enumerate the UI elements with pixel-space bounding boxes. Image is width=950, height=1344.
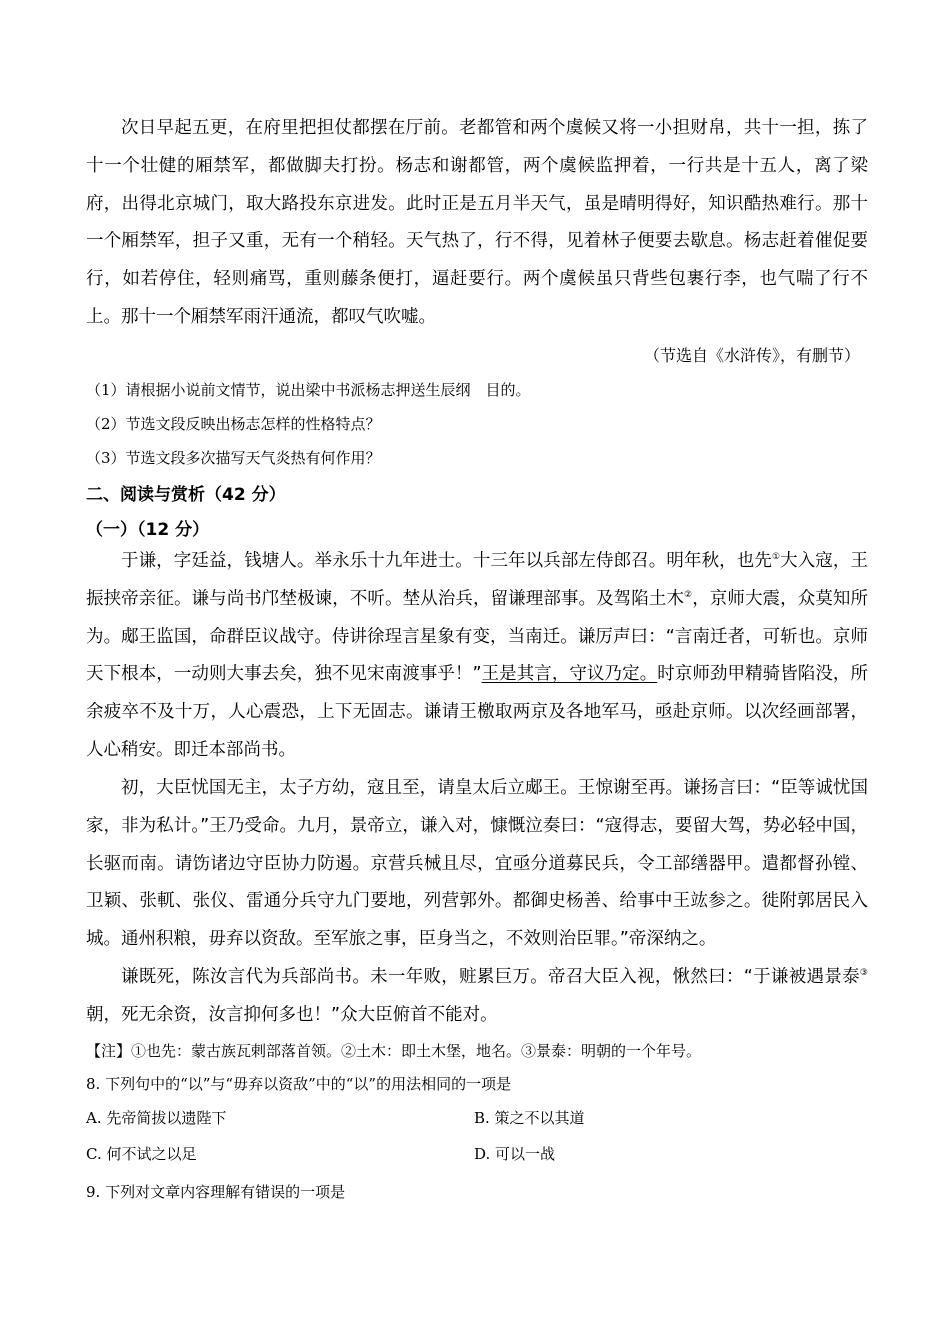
underlined-sentence: 王是其言，守议乃定。	[481, 664, 658, 685]
question-8-option-c: C. 何不试之以足	[86, 1145, 197, 1163]
footnote-marker: ②	[684, 589, 693, 600]
passage-yuqian-p3: 谦既死，陈汝言代为兵部尚书。未一年败，赃累巨万。帝召大臣入视，愀然曰：“于谦被遇景泰③朝，死无余资，汝言抑何多也！”众大臣俯首不能对。	[86, 967, 868, 1025]
footnote-marker: ③	[859, 968, 868, 979]
question-3: （3）节选文段多次描写天气炎热有何作用？	[86, 449, 381, 467]
question-9-stem: 9. 下列对文章内容理解有错误的一项是	[86, 1183, 346, 1201]
footnote-marker: ①	[771, 552, 781, 563]
annotation-notes: 【注】①也先：蒙古族瓦剌部落首领。②土木：即土木堡，地名。③景泰：明朝的一个年号。	[86, 1042, 702, 1060]
question-8-option-b: B. 策之不以其道	[474, 1109, 585, 1127]
question-8-option-d: D. 可以一战	[474, 1145, 556, 1163]
question-2: （2）节选文段反映出杨志怎样的性格特点？	[86, 415, 381, 433]
passage-shuihu: 次日早起五更，在府里把担仗都摆在厅前。老都管和两个虞候又将一小担财帛，共十一担，拣了十一个壮健的厢禁军，都做脚夫打扮。杨志和谢都管，两个虞候监押着，一行共是十五人，离了梁府，出得北京城门，取大路投东京进发。此时正是五月半天气，虽是晴明得好，知识酷热难行。那十一个厢禁军，担子又重，无有一个稍轻。天气热了，行不得，见着林子便要去歇息。杨志赶着催促要行，如若停住，轻则痛骂，重则藤条便打，逼赶要行。两个虞候虽只背些包裹行李，也气喘了行不上。那十一个厢禁军雨汗通流，都叹气吹嘘。	[86, 118, 868, 327]
passage-source: （节选自《水浒传》，有删节）	[643, 346, 860, 365]
question-8-option-a: A. 先帝简拔以遗陛下	[86, 1109, 227, 1127]
question-1: （1）请根据小说前文情节，说出梁中书派杨志押送生辰纲 目的。	[86, 381, 531, 399]
question-8-stem: 8. 下列句中的“以”与“毋弃以资敌”中的“以”的用法相同的一项是	[86, 1075, 512, 1093]
section-heading: 二、阅读与赏析（42 分）	[86, 485, 286, 505]
passage-yuqian-p2: 初，大臣忧国无主，太子方幼，寇且至，请皇太后立郕王。王惊谢至再。谦扬言曰：“臣等诚忧国家，非为私计。”王乃受命。九月，景帝立，谦入对，慷慨泣奏曰：“寇得志，要留大驾，势必轻中国，长驱而南。请饬诸边守臣协力防遏。京营兵械且尽，宜亟分道募民兵，令工部缮器甲。遣都督孙镗、卫颖、张軏、张仪、雷通分兵守九门要地，列营郭外。都御史杨善、给事中王竑参之。徙附郭居民入城。通州积粮，毋弃以资敌。至军旅之事，臣身当之，不效则治臣罪。”帝深纳之。	[86, 778, 868, 950]
passage-yuqian-p1: 于谦，字廷益，钱塘人。举永乐十九年进士。十三年以兵部左侍郎召。明年秋，也先①大入寇，王振挟帝亲征。谦与尚书邝埜极谏，不听。埜从治兵，留谦理部事。及驾陷土木②，京师大震，众莫知所为。郕王监国，命群臣议战守。侍讲徐珵言星象有变，当南迁。谦厉声曰：“言南迁者，可斩也。京师天下根本，一动则大事去矣，独不见宋南渡事乎！”王是其言，守议乃定。时京师劲甲精骑皆陷没，所余疲卒不及十万，人心震恐，上下无固志。谦请王檄取两京及各地军马，亟赴京师。以次经画部署，人心稍安。即迁本部尚书。	[86, 551, 869, 760]
subsection-heading: （一）（12 分）	[86, 520, 210, 540]
